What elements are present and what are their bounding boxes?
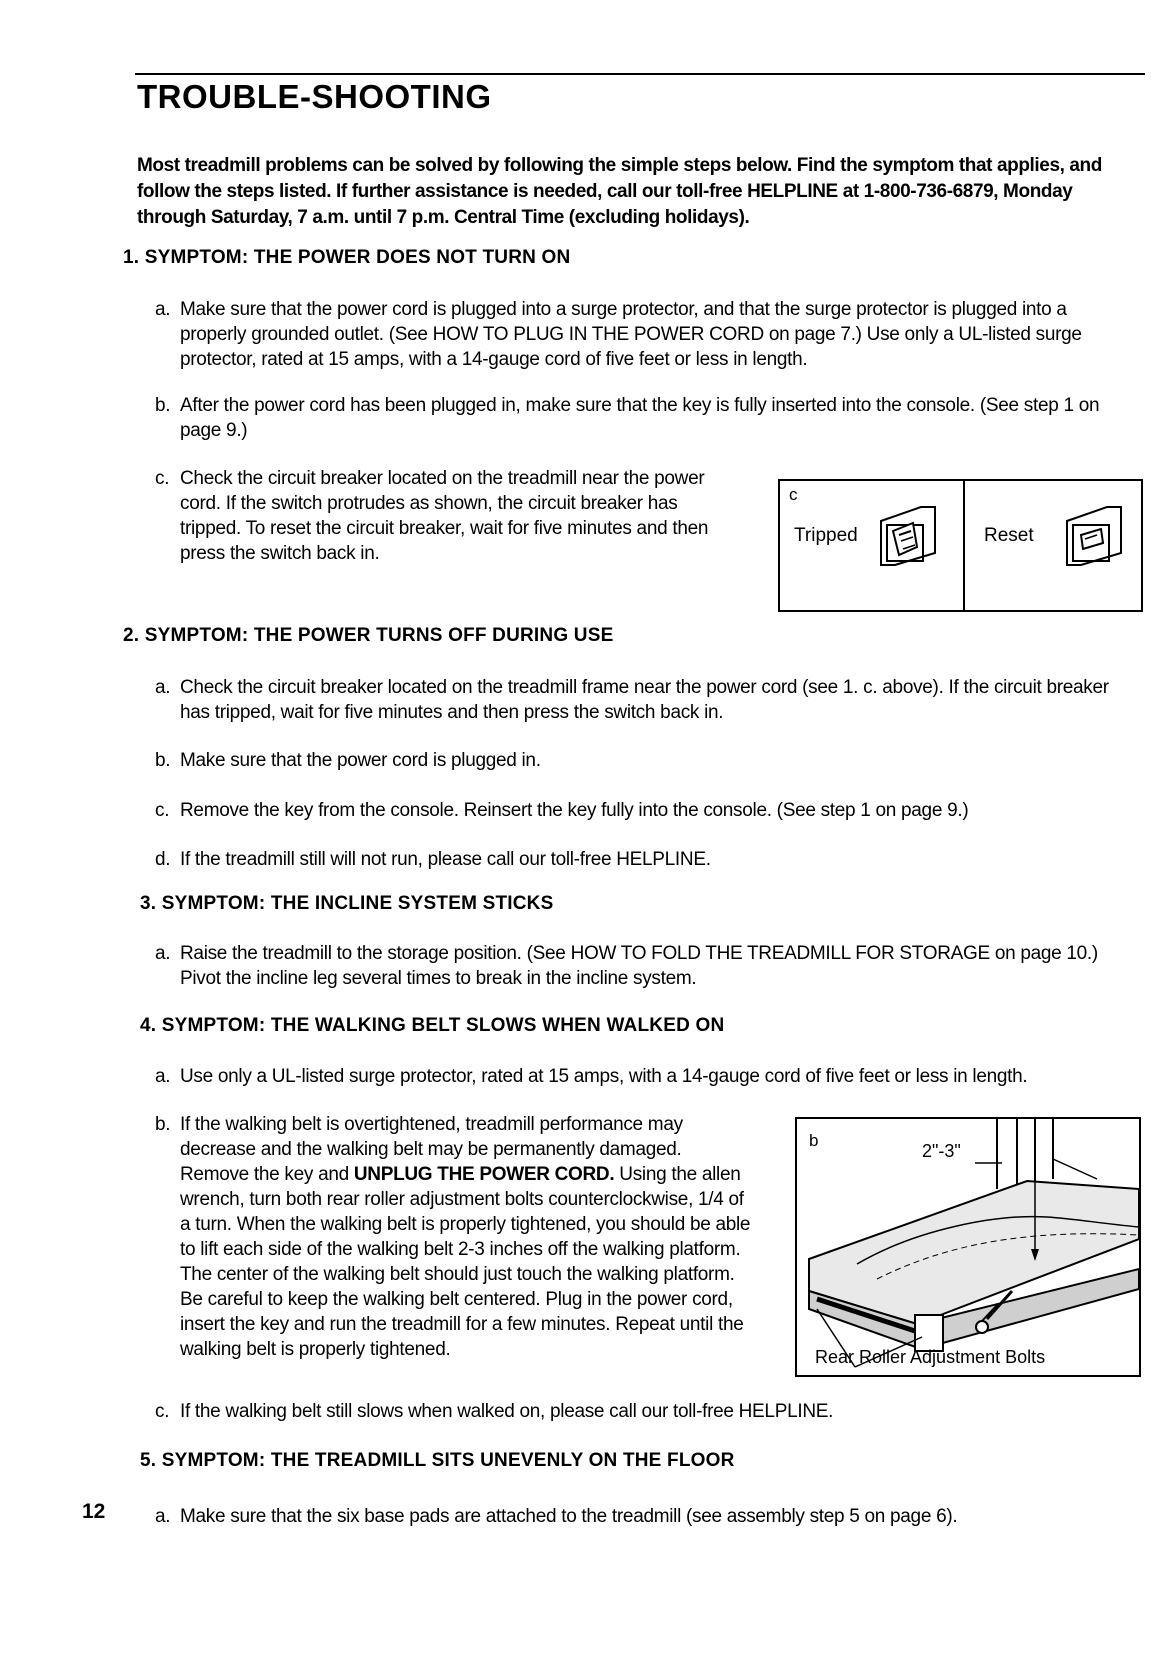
step-label: b. xyxy=(155,750,171,771)
step-text: Use only a UL-listed surge protector, rated at 15 amps, with a 14-gauge cord of five feet or less in length. xyxy=(180,1066,1028,1087)
step-label: b. xyxy=(155,1114,171,1135)
page-title: TROUBLE-SHOOTING xyxy=(137,78,492,115)
step-label: a. xyxy=(155,943,171,964)
step-label: b. xyxy=(155,395,171,416)
figure-letter: c xyxy=(789,485,798,504)
symptom-4-step-b xyxy=(155,1112,755,1362)
symptom-4-step-c xyxy=(155,1399,1135,1424)
step-text: Check the circuit breaker located on the treadmill near the power cord. If the switch protrudes as shown, the circuit breaker has tripped. To reset the circuit breaker, wait for five minutes and then press the switch back in. xyxy=(180,468,709,564)
reset-switch-icon xyxy=(1063,503,1125,569)
symptom-5-step-a xyxy=(155,1504,1135,1529)
rear-roller-figure xyxy=(795,1117,1141,1377)
step-label: a. xyxy=(155,299,171,320)
warning-text: UNPLUG THE POWER CORD. xyxy=(353,1164,615,1185)
symptom-4-heading: 4. SYMPTOM: THE WALKING BELT SLOWS WHEN WALKED ON xyxy=(140,1015,725,1036)
treadmill-belt-illustration xyxy=(797,1119,1139,1375)
symptom-2-heading: 2. SYMPTOM: THE POWER TURNS OFF DURING USE xyxy=(123,625,614,646)
symptom-2-step-c xyxy=(155,798,1135,823)
circuit-breaker-figure xyxy=(778,479,1143,612)
tripped-switch-icon xyxy=(877,503,939,569)
symptom-5-heading: 5. SYMPTOM: THE TREADMILL SITS UNEVENLY ON THE FLOOR xyxy=(140,1450,735,1471)
cross-reference: HOW TO PLUG IN THE POWER CORD xyxy=(432,324,764,345)
step-text: Make sure that the six base pads are attached to the treadmill (see assembly step 5 on page 6). xyxy=(180,1506,958,1527)
measurement-label: 2"-3" xyxy=(922,1141,961,1161)
step-text: Check the circuit breaker located on the treadmill frame near the power cord (see 1. c. above). If the circuit breaker has tripped, wait for five minutes and then press the switch back in. xyxy=(180,677,1109,723)
symptom-1-heading: 1. SYMPTOM: THE POWER DOES NOT TURN ON xyxy=(123,247,571,268)
symptom-3-heading: 3. SYMPTOM: THE INCLINE SYSTEM STICKS xyxy=(140,893,554,914)
reset-label: Reset xyxy=(984,525,1034,546)
step-text: After the power cord has been plugged in, make sure that the key is fully inserted into the console. (See step 1 on page 9.) xyxy=(180,395,1100,441)
page-number: 12 xyxy=(82,1500,106,1523)
step-label: c. xyxy=(155,468,170,489)
step-label: a. xyxy=(155,677,171,698)
step-text: If the walking belt is overtightened, treadmill performance may decrease and the walking belt may be permanently damaged. Remove the key and UNPLUG THE POWER CORD. Using the allen wrench, turn both rear roller adjustment bolts counterclockwise, 1/4 of a turn. When the walking belt is properly tightened, you should be able to lift each side of the walking belt 2-3 inches off the walking platform. The center of the walking belt should just touch the walking platform. Be careful to keep the walking belt centered. Plug in the power cord, insert the key and run the treadmill for a few minutes. Repeat until the walking belt is properly tightened. xyxy=(180,1114,751,1360)
symptom-2-step-a xyxy=(155,675,1140,725)
symptom-3-step-a xyxy=(155,941,1130,991)
symptom-1-step-b xyxy=(155,393,1145,443)
figure-caption: Rear Roller Adjustment Bolts xyxy=(815,1347,1046,1367)
step-label: c. xyxy=(155,1401,170,1422)
symptom-1-step-c xyxy=(155,466,710,566)
symptom-1-step-a xyxy=(155,297,1135,372)
step-text: Remove the key from the console. Reinsert the key fully into the console. (See step 1 on page 9.) xyxy=(180,800,969,821)
symptom-2-step-b xyxy=(155,748,1115,773)
step-text: If the treadmill still will not run, please call our toll-free HELPLINE. xyxy=(180,849,711,870)
cross-reference: HOW TO FOLD THE TREADMILL FOR STORAGE xyxy=(570,943,990,964)
step-text: Raise the treadmill to the storage position. (See HOW TO FOLD THE TREADMILL FOR STORAGE on page 10.) Pivot the incline leg several times to break in the incline system. xyxy=(180,943,1098,989)
intro-paragraph: Most treadmill problems can be solved by following the simple steps below. Find the symptom that applies, and follow the steps listed. If further assistance is needed, call our toll-free HELPLINE at 1-800-736-6879, Monday through Saturday, 7 a.m. until 7 p.m. Central Time (excluding holidays). xyxy=(137,155,1102,228)
step-label: d. xyxy=(155,849,171,870)
step-text: Make sure that the power cord is plugged into a surge protector, and that the surge protector is plugged into a properly grounded outlet. (See HOW TO PLUG IN THE POWER CORD on page 7.) Use only a UL-listed surge protector, rated at 15 amps, with a 14-gauge cord of five feet or less in length. xyxy=(180,299,1082,370)
step-text: If the walking belt still slows when walked on, please call our toll-free HELPLINE. xyxy=(180,1401,834,1422)
symptom-4-step-a xyxy=(155,1064,1135,1089)
figure-letter: b xyxy=(809,1131,819,1150)
step-label: a. xyxy=(155,1066,171,1087)
figure-divider xyxy=(963,481,965,610)
symptom-2-step-d xyxy=(155,847,1135,872)
tripped-label: Tripped xyxy=(794,525,858,546)
step-text: Make sure that the power cord is plugged in. xyxy=(180,750,541,771)
top-rule xyxy=(135,73,1145,75)
step-label: c. xyxy=(155,800,170,821)
step-label: a. xyxy=(155,1506,171,1527)
